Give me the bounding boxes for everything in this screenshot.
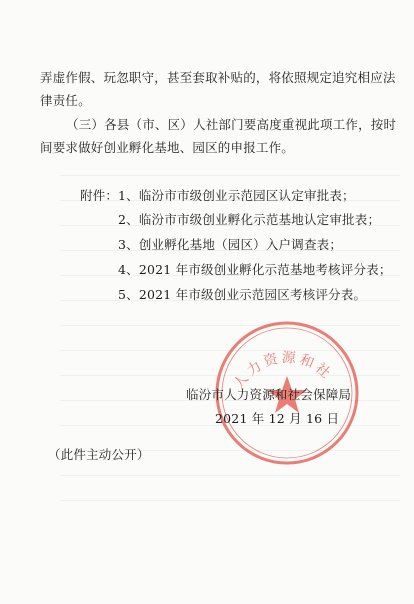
attachment-item-1: 1、临汾市市级创业示范园区认定审批表；	[118, 188, 355, 203]
attachment-item-3: 3、创业孵化基地（园区）入户调查表；	[118, 237, 343, 252]
attachment-item-2: 2、临汾市市级创业孵化示范基地认定审批表；	[118, 212, 381, 227]
body-line-2: 律责任。	[40, 93, 91, 108]
body-line-1: 弄虚作假、玩忽职守，甚至套取补贴的，将依照规定追究相应法	[40, 70, 396, 85]
issuing-organization: 临汾市人力资源和社会保障局	[186, 387, 352, 402]
attachments-label: 附件：	[80, 188, 119, 203]
body-line-4: 间要求做好创业孵化基地、园区的申报工作。	[40, 140, 295, 155]
disclosure-note: （此件主动公开）	[48, 447, 150, 462]
attachment-item-4: 4、2021 年市级创业孵化示范基地考核评分表；	[118, 262, 392, 277]
attachment-item-5: 5、2021 年市级创业示范园区考核评分表。	[118, 287, 367, 302]
svg-text:人力资源和社	[231, 350, 336, 392]
issue-date: 2021 年 12 月 16 日	[215, 411, 340, 426]
body-line-3: （三）各县（市、区）人社部门要高度重视此项工作，按时	[66, 117, 397, 132]
seal-text: 人力资源和社	[230, 349, 336, 393]
